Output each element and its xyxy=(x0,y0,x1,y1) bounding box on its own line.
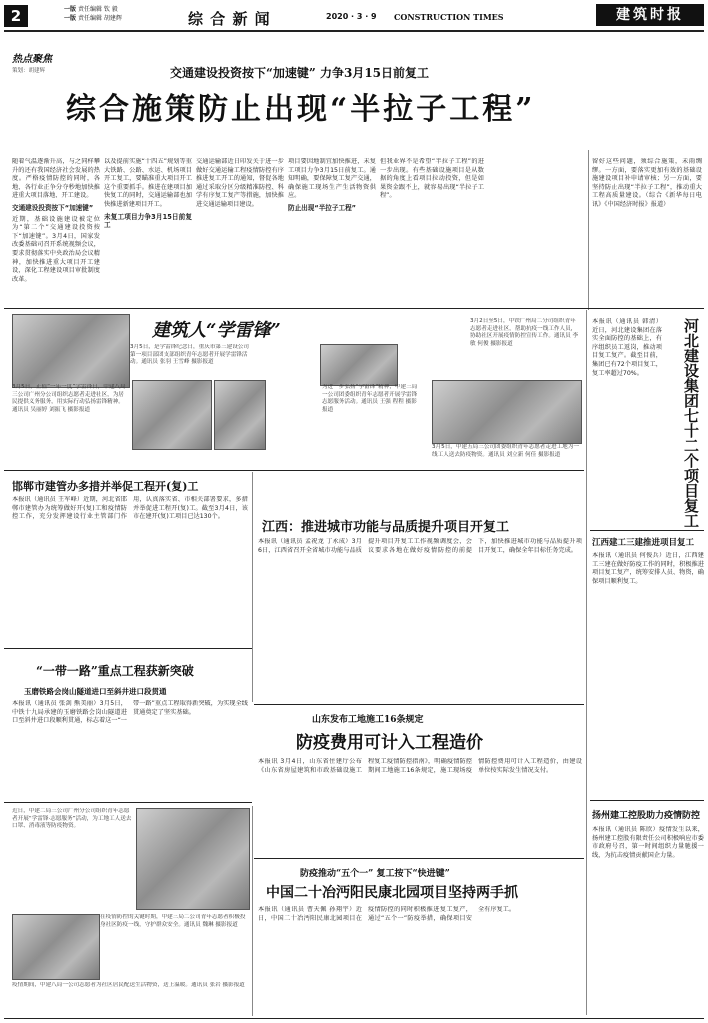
belt-title: “一带一路”重点工程获新突破 xyxy=(36,664,194,678)
rule-right-2 xyxy=(590,800,704,801)
zhongye-kicker: 防疫推动“五个一” 复工按下“快进键” xyxy=(300,869,450,879)
bottom-caption-1: 近日，中建二局三公司广州分公司组织青年志愿者开展“学雷锋·志愿服务”活动，为工地工人送去口罩、消毒液等防疫物资。 xyxy=(12,808,132,830)
hot-badge: 热点聚焦 xyxy=(12,54,52,65)
shandong-kicker: 山东发布工地施工16条规定 xyxy=(312,715,424,725)
rule-right-1 xyxy=(590,530,704,531)
feature-photo-1 xyxy=(12,314,130,388)
rule-jiangxi xyxy=(254,704,584,705)
rule-feature xyxy=(4,470,584,471)
zhongye-body: 本报讯（通讯员 曹天佩 孙翔宇）近日，中国二十冶沔阳民康北园项目在疫情防控的同时积极推进复工复产，通过“五个一”防疫举措，确保项目安全有序复工。 xyxy=(258,906,516,922)
bottom-rule xyxy=(4,1018,704,1019)
bottom-photo-2 xyxy=(12,914,100,980)
lead-col-3: 交通运输部近日印发关于进一步做好交通运输工程疫情防控有序推进复工开工的通知，督促各地通过采取分区分级精准防控、科学有序复工复产等措施，加快推进交通运输项目建设。 xyxy=(196,158,284,208)
right-divider xyxy=(586,310,587,1015)
handan-title: 邯郸市建管办多措并举促工程开(复)工 xyxy=(12,480,199,493)
feature-photo-6 xyxy=(432,380,582,444)
lead-col-5: 但我业界不是希望“半拉子工程”的进一步出现。有些基础设施项目是从数据的角度上看项目拉动投资，但是如果资金跟不上，就容易出现“半拉子工程”。 xyxy=(380,158,484,200)
bottom-caption-2: 在疫情防控的关键时期，中建三局二公司青年志愿者积极投身社区防疫一线，守护群众安全。通讯员 魏琳 摄影报道 xyxy=(100,914,246,928)
rule-handan xyxy=(4,648,252,649)
paper-logo: 建筑时报 xyxy=(596,4,704,26)
hebei-body: 本报讯（通讯员 韩清）近日，河北建设集团在落实全面防控的基础上，有序组织员工返岗，推动项目复工复产。截至目前，集团已有72个项目复工，复工率超过70%。 xyxy=(592,318,662,377)
jiangxi-title: 江西：推进城市功能与品质提升项目开复工 xyxy=(262,520,510,535)
handan-body: 本报讯（通讯员 王军峰）近期，河北省邯郸市建管办为统筹做好开(复)工和疫情防控工作，充分发挥建设行业主管部门作用，认真落实省、市相关部署要求，多措并举促进工程开(复)工。截至3月4日，该市在建开(复)工项目已达130个。 xyxy=(12,496,248,521)
lead-col-1: 随着气温逐渐升高，与之同样攀升的还有我国经济社会发展的热度。严格疫情防控的同时，各地、各行业正争分夺秒地加快推进重大项目落地、开工建设。 交通建设投资按下“加速键” 近期，基础设施建设被定位为“第二个”交通建设投资按下“加速键”。3月4日，国家发改委基础司召开系统视频会议，要求贯彻落实中央政治局会议精神，加快推进重大项目开工建设，深化工程建设项目审批制度改革。 xyxy=(12,158,100,283)
feature-caption-3: 3月2日至5日，中铁广州局二分司组织青年志愿者走进社区，帮助抗疫一线工作人员，协助社区开展疫情防控宣传工作。通讯员 李敏 何俊 摄影报道 xyxy=(470,318,579,347)
rule-belt xyxy=(4,802,252,803)
jiangxi-body: 本报讯（通讯员 孟祝龙 丁永成）3月6日，江西省召开全省城市功能与品质提升项目开复工工作视频调度会，会议要求各地在做好疫情防控的前提下，加快推进城市功能与品质提升项目开复工，确保全年目标任务完成。 xyxy=(258,538,582,554)
editor-block: 一版 责任编辑 钦 毅 一版 责任编辑 胡建辉 xyxy=(64,6,122,22)
hot-editor: 策划：胡建辉 xyxy=(12,68,46,74)
shandong-body: 本报讯 3月4日，山东省住建厅公布《山东省房屋建筑和市政基础设施工程复工疫情防控指南》，明确疫情防控期间工地施工16条规定，施工现场疫情防控费用可计入工程造价，由建设单位按实际发生情况支付。 xyxy=(258,758,582,774)
zhongye-title: 中国二十冶沔阳民康北园项目坚持两手抓 xyxy=(266,885,518,901)
lead-col-2: 以及提前实施“十四五”规划等重大铁路、公路、水运、机场项目开工复工，要瞄准重大项目开工这个重要抓手。推进在建项目加快复工的同时，交通运输部也加快推进新建项目开工。 未复工项目力争3月15日前复工 xyxy=(104,158,192,230)
jiangxi3-body: 本报讯（通讯员 何俊兵）近日，江西建工三建在做好防疫工作的同时，积极推进项目复工复产，统筹安排人员、物资，确保项目顺利复工。 xyxy=(592,552,704,585)
section-title: 综 合 新 闻 xyxy=(188,10,271,28)
page-number: 2 xyxy=(4,5,28,27)
belt-body: 本报讯（通讯员 张剑 熊美丽）3月5日，中铁十九局承建的玉磨铁路会岗山隧道进口至斜井进口段顺利贯通，标志着这一“一带一路”重点工程取得新突破，为实现全线贯通奠定了坚实基础。 xyxy=(12,700,248,725)
divider-mid xyxy=(252,472,253,702)
hot-headline: 综合施策防止出现“半拉子工程” xyxy=(66,92,536,127)
shandong-title: 防疫费用可计入工程造价 xyxy=(296,733,483,753)
feature-caption-5: 3月5日，中建五局三公司团委组织青年志愿者走进工地为一线工人送去防疫物资。通讯员 刘立新 何佳 摄影报道 xyxy=(432,444,579,458)
bottom-caption-3: 疫情期间，中建八局一公司志愿者为社区居民配送生活物资，送上温暖。通讯员 张岩 摄影报道 xyxy=(12,982,245,988)
feature-title: 建筑人“学雷锋” xyxy=(152,320,281,341)
feature-photo-4 xyxy=(320,344,398,386)
belt-subtitle: 玉磨铁路会岗山隧道进口至斜井进口段贯通 xyxy=(24,687,167,696)
feature-caption-1: 3月5日，正值“一年一度”学雷锋日，中建八局三公司广州分公司组织志愿者走进社区，为居民提供义务服务，用实际行动弘扬雷锋精神。通讯员 吴丽婷 刘振飞 摄影报道 xyxy=(12,384,126,413)
rule-shandong xyxy=(254,858,584,859)
issue-date: 2020 · 3 · 9 xyxy=(326,12,377,21)
hot-kicker: 交通建设投资按下“加速键” 力争3月15日前复工 xyxy=(170,66,430,80)
yangzhou-body: 本报讯（通讯员 陈欣）疫情发生以来，扬州建工控股有限责任公司积极响应市委市政府号召，第一时间组织力量驰援一线，为抗击疫情贡献国企力量。 xyxy=(592,826,704,859)
lead-col-4: 项目要因地制宜加快推进，未复工项目力争3月15日前复工。通知明确，要保障复工复产交通，确保施工现场生产生活物资供应。 防止出现“半拉子工程” xyxy=(288,158,376,212)
hebei-title: 河北建设集团七十二个项目复工 xyxy=(682,318,700,528)
bottom-photo-1 xyxy=(136,808,250,910)
feature-caption-4: 为进一步弘扬“学雷锋”精神，中建三局一公司团委组织青年志愿者开展学雷锋志愿服务活动。通讯员 王强 程程 摄影报道 xyxy=(322,384,418,413)
divider-bottom xyxy=(252,806,253,1016)
feature-photo-2 xyxy=(132,380,212,450)
masthead-rule xyxy=(4,30,704,32)
rule-lead xyxy=(4,308,704,309)
feature-caption-2: 3月5日，是学雷锋纪念日，重庆市第三建设公司第一项目部团支部组织青年志愿者开展学雷锋活动。通讯员 张羽 王雪峰 摄影报道 xyxy=(130,344,249,366)
divider xyxy=(588,150,589,310)
yangzhou-title: 扬州建工控股助力疫情防控 xyxy=(592,811,701,821)
lead-col-6: 留好这些问题，须综合施策，未雨绸缪。一方面，要落实更加有效的基础设施建设项目补申请审核；另一方面，要坚持防止出现“半拉子工程”，推动重大工程高质量建设。（综合《新华每日电讯》《中国经济时报》报道） xyxy=(592,158,702,208)
paper-name-en: CONSTRUCTION TIMES xyxy=(394,12,504,22)
jiangxi3-title: 江西建工三建推进项目复工 xyxy=(592,538,695,548)
feature-photo-3 xyxy=(214,380,266,450)
